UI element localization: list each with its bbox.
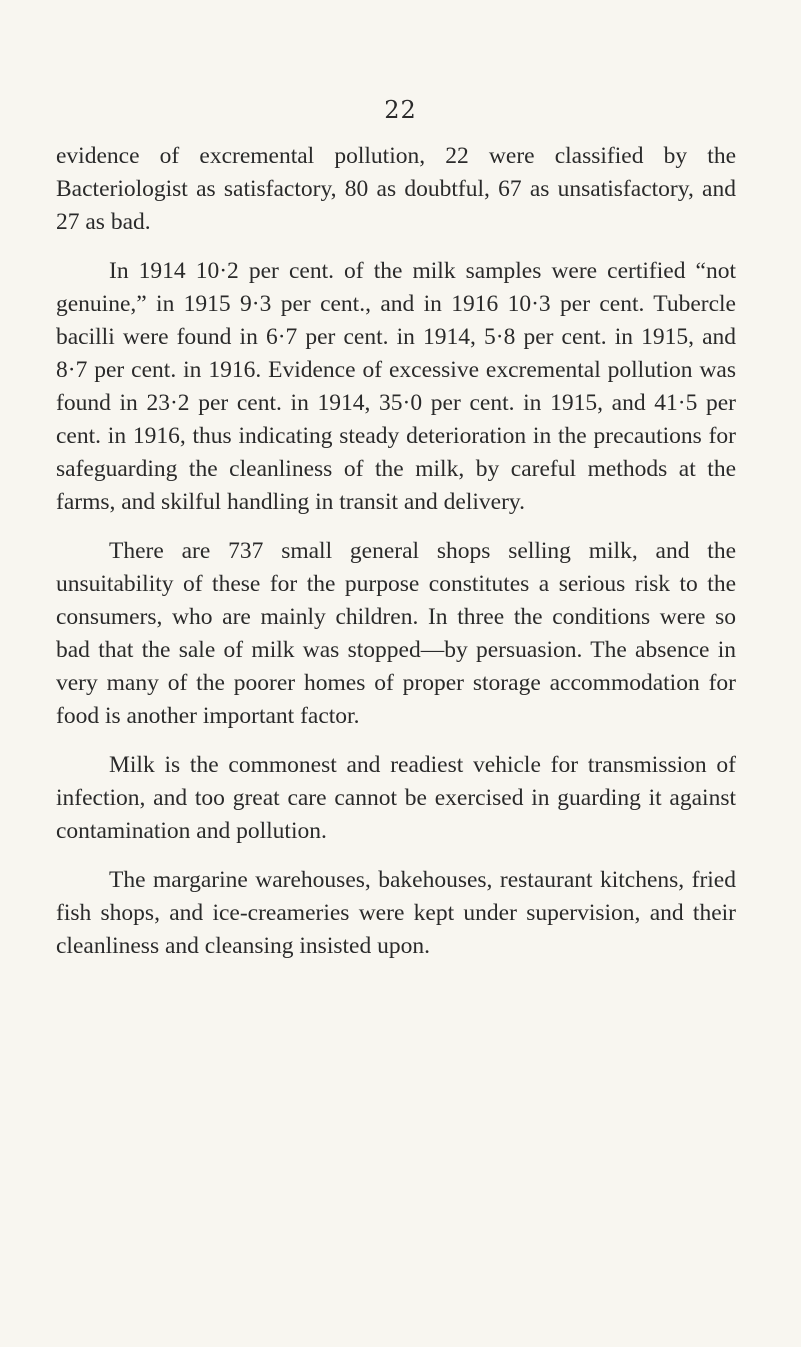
paragraph-milk-sample-statistics: In 1914 10·2 per cent. of the milk samples were certified “not genuine,” in 1915 9·3 per cent., and in 1916 10·3 per cent. Tubercle bacilli were found in 6·7 per cent. in 1914, 5·8 per cent. in 1915, and 8·7 per cent. in 1916. Evidence of excessive excremental pollution was found in 23·2 per cent. in 1914, 35·0 per cent. in 1915, and 41·5 per cent. in 1916, thus indicating steady deterioration in the precautions for safeguarding the cleanliness of the milk, by careful methods at the farms, and skilful handling in transit and delivery. <box>56 258 736 515</box>
paragraph-supervision: The margarine warehouses, bakehouses, restaurant kitchens, fried fish shops, and ice-creameries were kept under supervision, and their cleanliness and cleansing insisted upon. <box>56 867 736 959</box>
page-number: 22 <box>384 96 417 124</box>
body-text <box>56 140 736 979</box>
paragraph-continuation: evidence of excremental pollution, 22 were classified by the Bacteriologist as satisfactory, 80 as doubtful, 67 as unsatisfactory, and 27 as bad. <box>56 143 736 235</box>
paragraph-general-shops: There are 737 small general shops selling milk, and the unsuitability of these for the purpose constitutes a serious risk to the consumers, who are mainly children. In three the conditions were so bad that the sale of milk was stopped—by persuasion. The absence in very many of the poorer homes of proper storage accommodation for food is another important factor. <box>56 538 736 729</box>
paragraph-milk-vehicle-infection: Milk is the commonest and readiest vehicle for transmission of infection, and too great care cannot be exercised in guarding it against contamination and pollution. <box>56 752 736 844</box>
